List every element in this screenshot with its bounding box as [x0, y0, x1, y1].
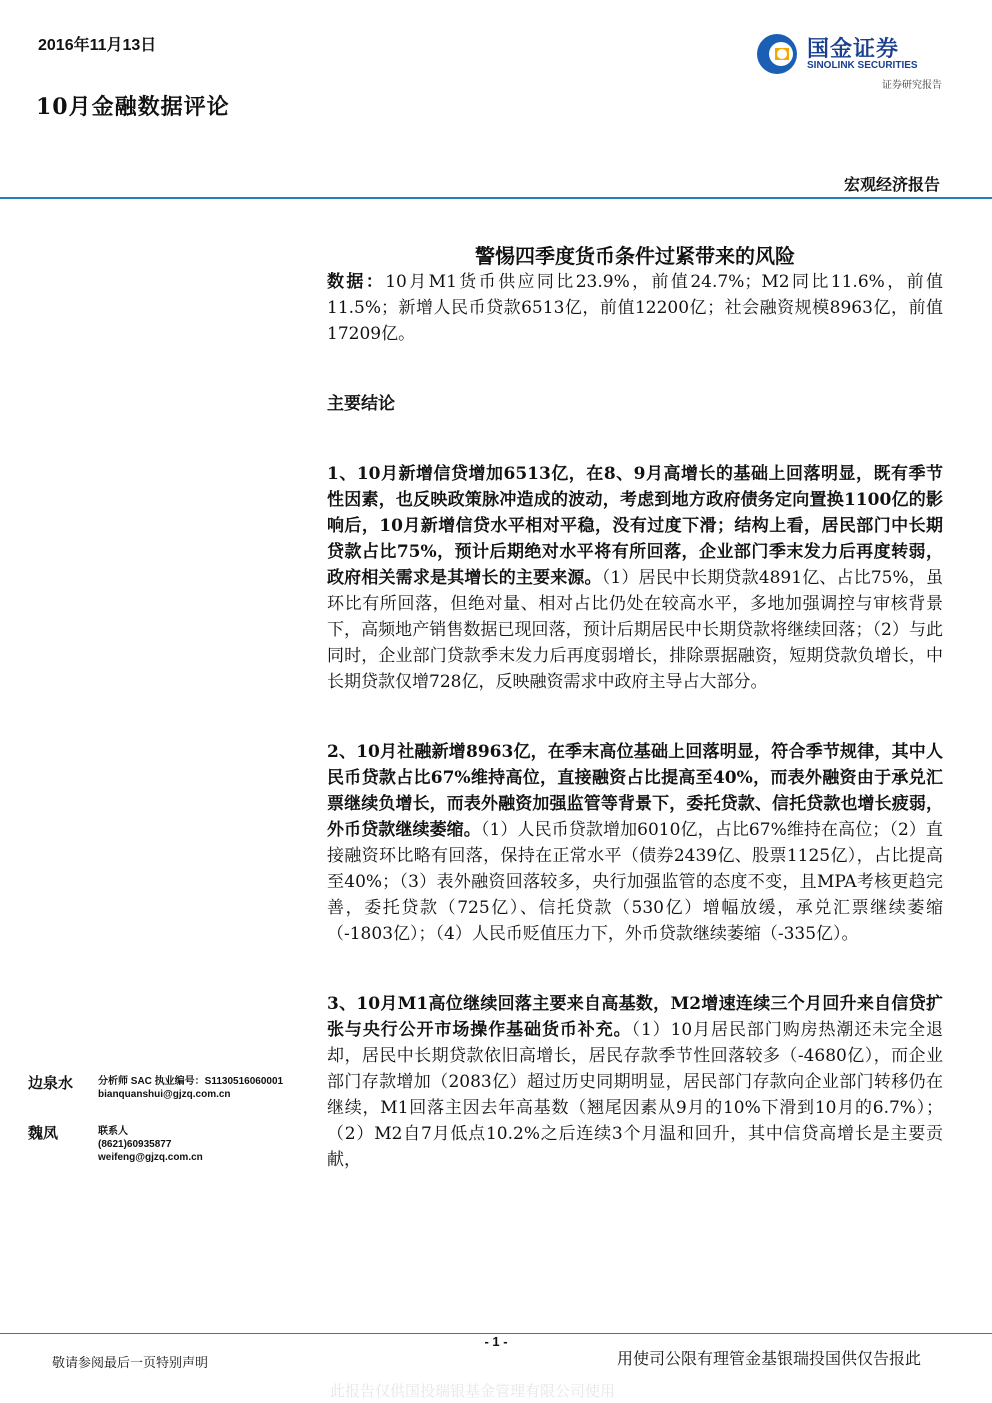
author-email: bianquanshui@gjzq.com.cn	[98, 1089, 231, 1100]
headline: 警惕四季度货币条件过紧带来的风险	[475, 244, 795, 268]
section-text: （1）人民币贷款增加6010亿，占比67%维持在高位；（2）直接融资环比略有回落，保持在正常水平（债券2439亿、股票1125亿），占比提高至40%；（3）表外融资回落较多，央行加强监管的态度不变，且MPA考核更趋完善，委托贷款（725亿）、信托贷款（530亿）增幅放缓，承兑汇票继续萎缩（-1803亿）；（4）人民币贬值压力下，外币贷款继续萎缩（-335亿）。	[327, 820, 944, 944]
conclusion-heading: 主要结论	[327, 394, 395, 414]
author-role: 分析师 SAC 执业编号：	[98, 1076, 205, 1087]
author-entry	[28, 1072, 318, 1122]
sinolink-logo-icon	[755, 32, 799, 76]
data-text: 10月M1货币供应同比23.9%，前值24.7%；M2同比11.6%，前值11.5%；新增人民币贷款6513亿，前值12200亿；社会融资规模8963亿，前值17209亿。	[327, 272, 944, 344]
author-name: 魏凤	[28, 1124, 59, 1142]
watermark-text: 此报告仅供国投瑞银基金管理有限公司使用	[330, 1382, 616, 1400]
author-entry	[28, 1122, 318, 1172]
logo-subtitle: 证券研究报告	[882, 80, 942, 91]
section-bold-text: 2、10月社融新增8963亿，在季末高位基础上回落明显，符合季节规律，其中人民币贷款占比67%维持高位，直接融资占比提高至40%，而表外融资由于承兑汇票继续负增长，而表外融资加强监管等背景下，委托贷款、信托贷款也增长疲弱，外币贷款继续萎缩。	[327, 742, 943, 840]
section-bold-text: 1、10月新增信贷增加6513亿，在8、9月高增长的基础上回落明显，既有季节性因素，也反映政策脉冲造成的波动，考虑到地方政府债务定向置换1100亿的影响后，10月新增信贷水平相对平稳，没有过度下滑；结构上看，居民部门中长期贷款占比75%，预计后期绝对水平将有所回落，企业部门季末发力后再度转弱，政府相关需求是其增长的主要来源。	[327, 464, 943, 588]
report-date: 2016年11月13日	[38, 37, 157, 54]
author-email: weifeng@gjzq.com.cn	[98, 1152, 203, 1163]
author-name: 边泉水	[28, 1074, 74, 1092]
data-label: 数据：	[327, 272, 386, 292]
author-list	[28, 1072, 318, 1172]
report-type: 宏观经济报告	[843, 175, 940, 194]
conclusion-section-1	[327, 461, 943, 695]
section-bold-text: 3、10月M1高位继续回落主要来自高基数，M2增速连续三个月回升来自信贷扩张与央行公开市场操作基础货币补充。	[327, 994, 943, 1040]
company-logo	[755, 30, 950, 90]
conclusion-section-3	[327, 991, 943, 1173]
author-role: 联系人	[98, 1126, 128, 1137]
header-divider	[0, 197, 992, 199]
page-number: - 1 -	[484, 1334, 508, 1349]
footer-usage-text: 用使司公限有理管金基银瑞投国供仅告报此	[617, 1349, 922, 1368]
section-text: （1）居民中长期贷款4891亿、占比75%，虽环比有所回落，但绝对量、相对占比仍处在较高水平，多地加强调控与审核背景下，高频地产销售数据已现回落，预计后期居民中长期贷款将继续回落；（2）与此同时，企业部门贷款季末发力后再度弱增长，排除票据融资，短期贷款负增长，中长期贷款仅增728亿，反映融资需求中政府主导占大部分。	[327, 568, 943, 692]
conclusion-section-2	[327, 739, 943, 947]
author-info	[98, 1125, 203, 1164]
author-sac-number: S1130516060001	[204, 1076, 284, 1087]
report-title: 10月金融数据评论	[36, 94, 230, 120]
author-phone: (8621)60935877	[98, 1139, 172, 1150]
author-info	[98, 1075, 283, 1101]
data-paragraph	[327, 269, 943, 347]
main-content	[327, 269, 943, 1217]
logo-name-en: SINOLINK SECURITIES	[807, 60, 918, 71]
disclaimer-text: 敬请参阅最后一页特别声明	[52, 1356, 209, 1371]
section-text: （1）10月居民部门购房热潮还未完全退却，居民中长期贷款依旧高增长，居民存款季节性回落较多（-4680亿），而企业部门存款增加（2083亿）超过历史同期明显，居民部门存款向企业部门转移仍在继续，M1回落主因去年高基数（翘尾因素从9月的10%下滑到10月的6.7%）；（2）M2自7月低点10.2%之后连续3个月温和回升，其中信贷高增长是主要贡献，	[327, 1020, 944, 1170]
logo-name-cn: 国金证券	[807, 37, 900, 62]
